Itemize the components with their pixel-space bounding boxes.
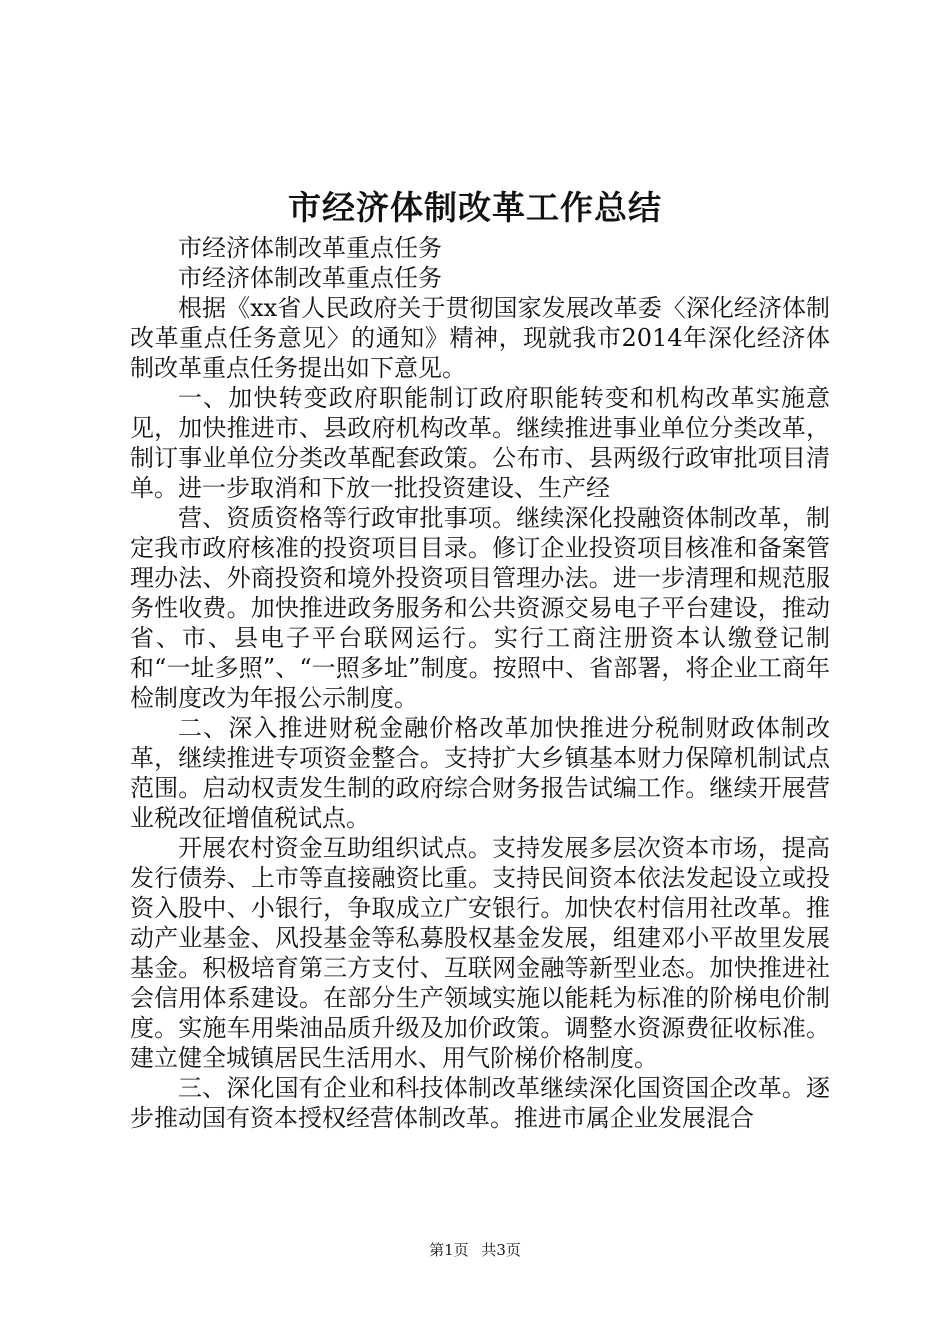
page-total: 共3页 bbox=[481, 1241, 521, 1259]
paragraph-section-1-cont: 营、资质资格等行政审批事项。继续深化投融资体制改革，制定我市政府核准的投资项目目录。修订企业投资项目核准和备案管理办法、外商投资和境外投资项目管理办法。进一步清理和规范服务性收费。加快推进政务服务和公共资源交易电子平台建设，推动省、市、县电子平台联网运行。实行工商注册资本认缴登记制和“一址多照”、“一照多址”制度。按照中、省部署，将企业工商年检制度改为年报公示制度。 bbox=[130, 504, 830, 712]
paragraph-subtitle-2: 市经济体制改革重点任务 bbox=[178, 264, 442, 292]
paragraph-section-1: 一、加快转变政府职能制订政府职能转变和机构改革实施意见，加快推进市、县政府机构改革。继续推进事业单位分类改革，制订事业单位分类改革配套政策。公布市、县两级行政审批项目清单。进一步取消和下放一批投资建设、生产经 bbox=[130, 384, 830, 502]
paragraph-subtitle-1: 市经济体制改革重点任务 bbox=[178, 234, 442, 262]
paragraph-section-2-cont: 开展农村资金互助组织试点。支持发展多层次资本市场，提高发行债券、上市等直接融资比重。支持民间资本依法发起设立或投资入股中、小银行，争取成立广安银行。加快农村信用社改革。推动产业基金、风投基金等私募股权基金发展，组建邓小平故里发展基金。积极培育第三方支付、互联网金融等新型业态。加快推进社会信用体系建设。在部分生产领域实施以能耗为标准的阶梯电价制度。实施车用柴油品质升级及加价政策。调整水资源费征收标准。建立健全城镇居民生活用水、用气阶梯价格制度。 bbox=[130, 834, 830, 1072]
paragraph-section-3: 三、深化国有企业和科技体制改革继续深化国资国企改革。逐步推动国有资本授权经营体制改革。推进市属企业发展混合 bbox=[130, 1074, 830, 1132]
paragraph-intro: 根据《xx省人民政府关于贯彻国家发展改革委〈深化经济体制改革重点任务意见〉的通知》精神，现就我市2014年深化经济体制改革重点任务提出如下意见。 bbox=[130, 294, 830, 382]
page-number: 第1页 bbox=[429, 1241, 469, 1259]
page-footer bbox=[0, 1240, 950, 1260]
paragraph-section-2: 二、深入推进财税金融价格改革加快推进分税制财政体制改革，继续推进专项资金整合。支持扩大乡镇基本财力保障机制试点范围。启动权责发生制的政府综合财务报告试编工作。继续开展营业税改征增值税试点。 bbox=[130, 714, 830, 832]
page-title: 市经济体制改革工作总结 bbox=[288, 188, 662, 227]
document-body bbox=[130, 233, 830, 1133]
